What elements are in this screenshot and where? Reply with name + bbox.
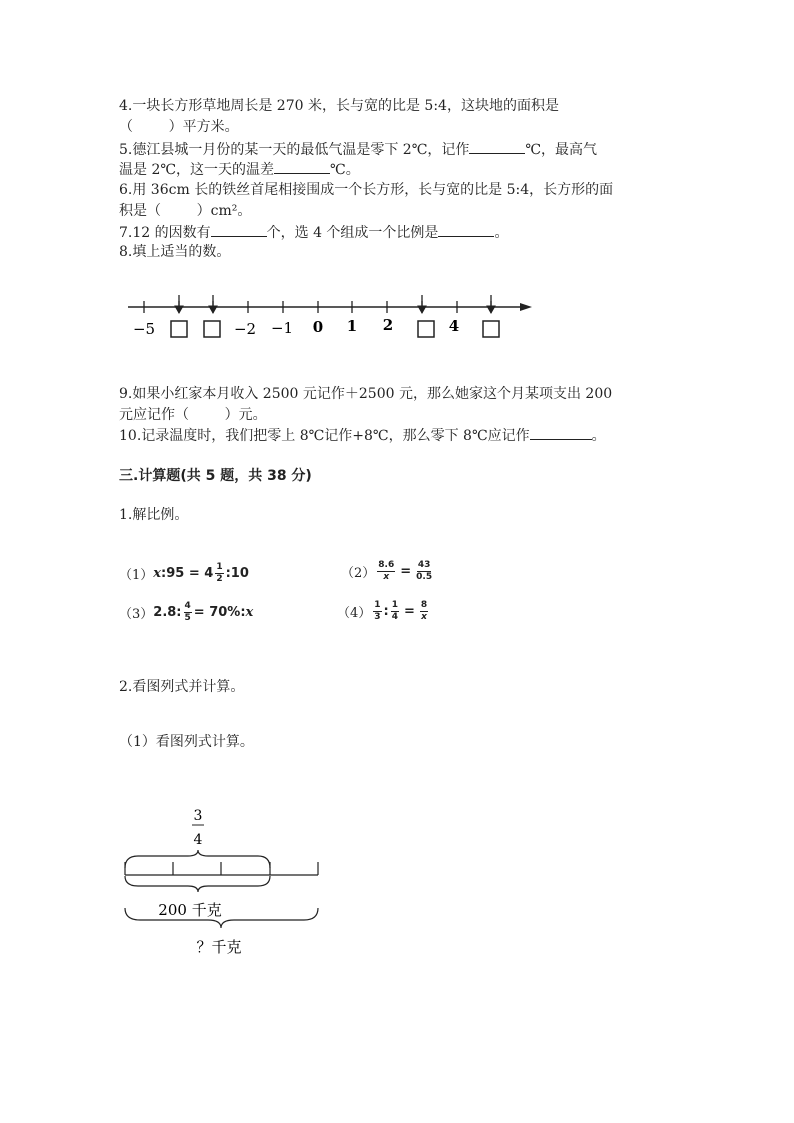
tick-label: 0	[312, 318, 324, 336]
fraction	[377, 560, 395, 583]
numerator: 1	[216, 562, 223, 572]
tick-label: 4	[448, 317, 460, 335]
number-line	[120, 290, 540, 342]
q7-text-b: 个，选 4 个组成一个比例是	[266, 225, 439, 241]
down-arrow-icon	[175, 295, 183, 313]
bar-diagram	[118, 800, 328, 960]
colon: :	[383, 604, 389, 619]
calc2-title: 2.看图列式并计算。	[119, 679, 245, 695]
problem-label: （4）	[337, 606, 372, 621]
variable-x: x	[245, 605, 254, 620]
q10-blank[interactable]	[530, 425, 592, 440]
fraction	[420, 600, 428, 623]
fraction	[373, 600, 381, 623]
tick-label: −1	[270, 319, 294, 337]
problem-label: （2）	[341, 566, 376, 581]
known-brace	[125, 876, 270, 892]
q5-text-a: 5.德江县城一月份的某一天的最低气温是零下 2℃，记作	[119, 142, 470, 158]
equals: =	[404, 604, 415, 619]
denominator: x	[421, 612, 427, 622]
fraction	[391, 600, 399, 623]
denominator: 2	[216, 574, 223, 584]
q5-text-c: 温是 2℃，这一天的温差	[119, 162, 275, 178]
expr-part: = 70%:	[193, 605, 246, 620]
numerator: 8	[420, 600, 428, 610]
q6-line2: 积是（ ）cm²。	[119, 203, 252, 219]
variable-x: x	[153, 566, 162, 581]
calc1-title: 1.解比例。	[119, 507, 189, 523]
q7-blank-1[interactable]	[211, 222, 267, 237]
calc2-subtitle: （1）看图列式计算。	[119, 734, 254, 750]
q10-text-a: 10.记录温度时，我们把零上 8℃记作+8℃，那么零下 8℃应记作	[119, 428, 530, 444]
top-brace	[125, 850, 270, 868]
tick-label: −5	[132, 320, 156, 338]
numerator: 1	[374, 600, 381, 610]
numerator: 1	[391, 600, 399, 610]
answer-box	[418, 321, 434, 337]
fraction-numerator: 3	[193, 808, 203, 824]
q9-line2: 元应记作（ ）元。	[119, 407, 267, 423]
q10-text-b: 。	[591, 428, 606, 444]
numerator: 8.6	[378, 560, 395, 570]
fraction	[215, 562, 223, 585]
q5-blank-1[interactable]	[469, 139, 525, 154]
section-3-heading: 三.计算题(共 5 题，共 38 分)	[119, 468, 312, 484]
q7-line	[119, 222, 508, 243]
numerator: 43	[417, 560, 431, 570]
q4-line1: 4.一块长方形草地周长是 270 米，长与宽的比是 5:4，这块地的面积是	[119, 98, 559, 114]
down-arrow-icon	[487, 295, 495, 313]
equals: =	[400, 564, 412, 579]
expr-part: :95 = 4	[161, 566, 214, 581]
expr-part: :10	[225, 566, 249, 581]
q7-text-c: 。	[494, 225, 509, 241]
q4-line2: （ ）平方米。	[119, 119, 239, 135]
problem-2	[341, 560, 434, 583]
answer-box	[171, 321, 187, 337]
q5-line2	[119, 159, 360, 180]
tick-label: 1	[346, 317, 358, 335]
q5-text-b: ℃，最高气	[525, 142, 598, 158]
denominator: x	[383, 572, 390, 582]
q10-line	[119, 425, 606, 446]
denominator: 3	[374, 612, 381, 622]
problem-4	[337, 600, 430, 623]
answer-box	[204, 321, 220, 337]
q7-blank-2[interactable]	[438, 222, 494, 237]
q5-text-d: ℃。	[330, 162, 360, 178]
fraction-denominator: 4	[193, 832, 203, 848]
unknown-label: ？千克	[196, 938, 242, 956]
down-arrow-icon	[418, 295, 426, 313]
answer-box	[483, 321, 499, 337]
down-arrow-icon	[209, 295, 217, 313]
problem-3	[119, 601, 253, 624]
q6-line1: 6.用 36cm 长的铁丝首尾相接围成一个长方形，长与宽的比是 5:4，长方形的面	[119, 182, 614, 198]
denominator: 5	[184, 613, 191, 623]
q8-text: 8.填上适当的数。	[119, 244, 231, 260]
problem-1	[119, 562, 249, 585]
fraction	[416, 560, 432, 583]
tick-label: −2	[233, 320, 257, 338]
q9-line1: 9.如果小红家本月收入 2500 元记作＋2500 元，那么她家这个月某项支出 200	[119, 386, 613, 402]
denominator: 4	[391, 612, 399, 622]
denominator: 0.5	[416, 572, 433, 582]
q5-blank-2[interactable]	[274, 159, 330, 174]
problem-label: （3）	[119, 607, 154, 622]
numerator: 4	[184, 601, 191, 611]
expr-part: 2.8:	[153, 605, 182, 620]
q7-text-a: 7.12 的因数有	[119, 225, 211, 241]
problem-label: （1）	[119, 568, 154, 583]
q5-line1	[119, 139, 597, 160]
tick-label: 2	[382, 316, 394, 334]
fraction	[184, 601, 192, 624]
known-label: 200 千克	[158, 901, 222, 919]
number-line-arrow-icon	[520, 303, 532, 311]
